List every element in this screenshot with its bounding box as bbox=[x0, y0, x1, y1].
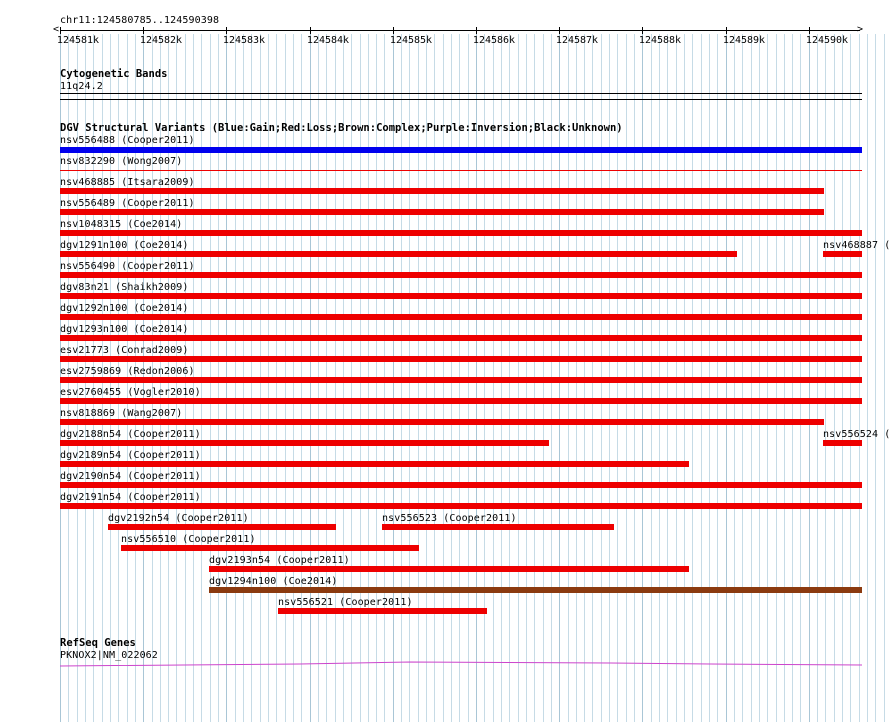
variant-bar-dgv1292n100[interactable] bbox=[60, 314, 862, 320]
variant-label-dgv2190n54[interactable]: dgv2190n54 (Cooper2011) bbox=[60, 471, 201, 482]
variant-bar-nsv556488[interactable] bbox=[60, 147, 862, 153]
scroll-left-arrow-icon[interactable]: < bbox=[53, 24, 60, 35]
variant-bar-nsv468885[interactable] bbox=[60, 188, 824, 194]
variant-label-nsv832290[interactable]: nsv832290 (Wong2007) bbox=[60, 156, 183, 167]
ruler-tick bbox=[60, 27, 61, 34]
ruler-tick bbox=[226, 27, 227, 34]
variant-label-dgv2193n54[interactable]: dgv2193n54 (Cooper2011) bbox=[209, 555, 350, 566]
variant-label-nsv556521[interactable]: nsv556521 (Cooper2011) bbox=[278, 597, 413, 608]
ruler-axis bbox=[60, 30, 860, 31]
ruler-tick bbox=[809, 27, 810, 34]
variant-bar-esv2760455[interactable] bbox=[60, 398, 862, 404]
variant-bar-dgv2190n54[interactable] bbox=[60, 482, 862, 488]
ruler-tick bbox=[642, 27, 643, 34]
variant-label-dgv2188n54[interactable]: dgv2188n54 (Cooper2011) bbox=[60, 429, 201, 440]
variant-label-nsv556489[interactable]: nsv556489 (Cooper2011) bbox=[60, 198, 195, 209]
ruler-tick-label: 124581k bbox=[56, 35, 100, 46]
variant-label-dgv2192n54[interactable]: dgv2192n54 (Cooper2011) bbox=[108, 513, 249, 524]
variant-label-esv2760455[interactable]: esv2760455 (Vogler2010) bbox=[60, 387, 201, 398]
variant-bar-dgv1294n100[interactable] bbox=[209, 587, 862, 593]
cytoband-track-title[interactable]: Cytogenetic Bands bbox=[60, 68, 168, 80]
refseq-gene-line[interactable] bbox=[60, 658, 862, 670]
variant-bar-dgv1291n100[interactable] bbox=[60, 251, 737, 257]
ruler-tick-label: 124583k bbox=[222, 35, 266, 46]
ruler-tick bbox=[143, 27, 144, 34]
variant-bar-dgv2193n54[interactable] bbox=[209, 566, 689, 572]
variant-label-nsv556510[interactable]: nsv556510 (Cooper2011) bbox=[121, 534, 256, 545]
variant-label-nsv468885[interactable]: nsv468885 (Itsara2009) bbox=[60, 177, 195, 188]
variant-bar-dgv1293n100[interactable] bbox=[60, 335, 862, 341]
variant-label-dgv2189n54[interactable]: dgv2189n54 (Cooper2011) bbox=[60, 450, 201, 461]
ruler-tick-label: 124582k bbox=[139, 35, 183, 46]
variant-label-dgv1292n100[interactable]: dgv1292n100 (Coe2014) bbox=[60, 303, 189, 314]
ruler-tick-label: 124590k bbox=[805, 35, 849, 46]
variant-label-nsv556490[interactable]: nsv556490 (Cooper2011) bbox=[60, 261, 195, 272]
ruler-tick-label: 124588k bbox=[638, 35, 682, 46]
variant-bar-dgv2191n54[interactable] bbox=[60, 503, 862, 509]
ruler-tick bbox=[559, 27, 560, 34]
variant-bar-nsv1048315[interactable] bbox=[60, 230, 862, 236]
cytoband-label: 11q24.2 bbox=[60, 81, 103, 92]
variant-label-dgv83n21[interactable]: dgv83n21 (Shaikh2009) bbox=[60, 282, 189, 293]
gridline bbox=[884, 34, 885, 722]
variant-bar-dgv2188n54[interactable] bbox=[60, 440, 549, 446]
variant-bar-nsv556489[interactable] bbox=[60, 209, 824, 215]
ruler-tick-label: 124586k bbox=[472, 35, 516, 46]
location-label: chr11:124580785..124590398 bbox=[60, 15, 220, 26]
variant-bar-esv2759869[interactable] bbox=[60, 377, 862, 383]
ruler-tick bbox=[393, 27, 394, 34]
variant-bar-nsv556490[interactable] bbox=[60, 272, 862, 278]
variant-bar-esv21773[interactable] bbox=[60, 356, 862, 362]
variant-label-dgv1294n100[interactable]: dgv1294n100 (Coe2014) bbox=[209, 576, 338, 587]
cytoband-bottom-line bbox=[60, 99, 862, 100]
variant-bar-nsv468887[interactable] bbox=[823, 251, 862, 257]
cytoband-top-line bbox=[60, 93, 862, 94]
variant-label-nsv556524[interactable]: nsv556524 ( bbox=[823, 429, 890, 440]
variant-label-nsv556488[interactable]: nsv556488 (Cooper2011) bbox=[60, 135, 195, 146]
variant-bar-nsv818869[interactable] bbox=[60, 419, 824, 425]
variant-label-dgv2191n54[interactable]: dgv2191n54 (Cooper2011) bbox=[60, 492, 201, 503]
ruler-tick-label: 124587k bbox=[555, 35, 599, 46]
ruler-tick-label: 124589k bbox=[722, 35, 766, 46]
scroll-right-arrow-icon[interactable]: > bbox=[857, 24, 864, 35]
refseq-gene-label[interactable]: PKNOX2|NM_022062 bbox=[60, 650, 158, 661]
gridline bbox=[867, 34, 868, 722]
ruler-tick-label: 124584k bbox=[306, 35, 350, 46]
variant-bar-nsv556524[interactable] bbox=[823, 440, 862, 446]
variant-label-nsv468887[interactable]: nsv468887 ( bbox=[823, 240, 890, 251]
ruler-tick bbox=[476, 27, 477, 34]
variant-bar-nsv556523[interactable] bbox=[382, 524, 614, 530]
variant-bar-dgv2189n54[interactable] bbox=[60, 461, 689, 467]
ruler-tick bbox=[310, 27, 311, 34]
variant-bar-nsv556510[interactable] bbox=[121, 545, 419, 551]
variant-label-esv2759869[interactable]: esv2759869 (Redon2006) bbox=[60, 366, 195, 377]
variant-label-dgv1293n100[interactable]: dgv1293n100 (Coe2014) bbox=[60, 324, 189, 335]
variant-label-nsv1048315[interactable]: nsv1048315 (Coe2014) bbox=[60, 219, 183, 230]
ruler-tick-label: 124585k bbox=[389, 35, 433, 46]
variant-label-nsv556523[interactable]: nsv556523 (Cooper2011) bbox=[382, 513, 517, 524]
ruler-tick bbox=[726, 27, 727, 34]
dgv-track-title[interactable]: DGV Structural Variants (Blue:Gain;Red:Loss;Brown:Complex;Purple:Inversion;Black:Unknown) bbox=[60, 122, 623, 134]
variant-label-nsv818869[interactable]: nsv818869 (Wang2007) bbox=[60, 408, 183, 419]
variant-label-dgv1291n100[interactable]: dgv1291n100 (Coe2014) bbox=[60, 240, 189, 251]
variant-bar-dgv83n21[interactable] bbox=[60, 293, 862, 299]
variant-bar-nsv832290[interactable] bbox=[60, 170, 862, 171]
refseq-track-title[interactable]: RefSeq Genes bbox=[60, 637, 136, 649]
variant-bar-dgv2192n54[interactable] bbox=[108, 524, 336, 530]
variant-bar-nsv556521[interactable] bbox=[278, 608, 487, 614]
variant-label-esv21773[interactable]: esv21773 (Conrad2009) bbox=[60, 345, 189, 356]
gridline bbox=[875, 34, 876, 722]
